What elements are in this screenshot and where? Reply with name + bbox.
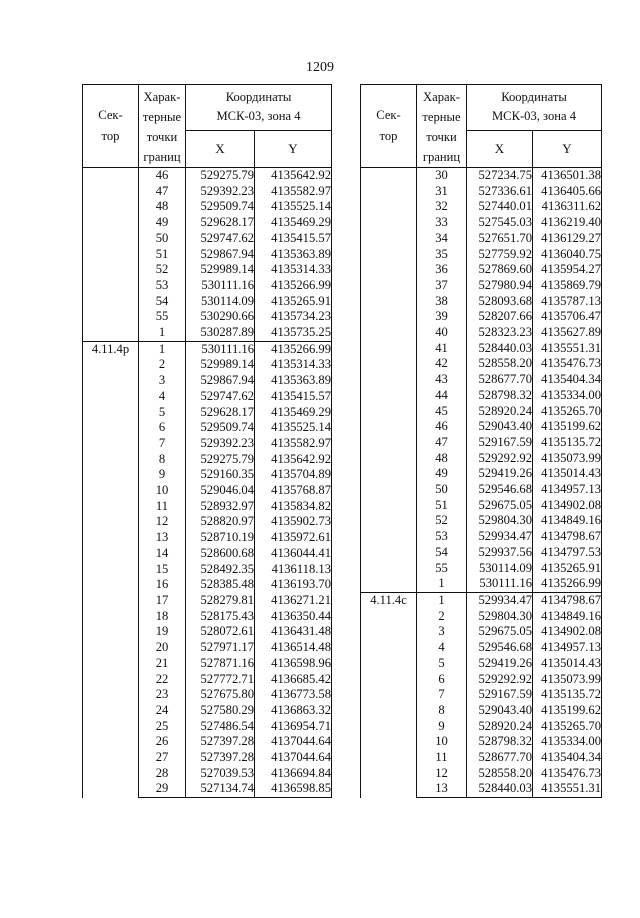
y-coordinate-cell: 4135525.14 (255, 199, 332, 215)
point-number-cell: 52 (417, 513, 467, 529)
y-coordinate-cell: 4136129.27 (533, 231, 602, 247)
y-coordinate-cell: 4135334.00 (533, 734, 602, 750)
table-row (361, 168, 602, 184)
x-coordinate-cell: 527397.28 (186, 734, 255, 750)
x-coordinate-cell: 527971.17 (186, 640, 255, 656)
y-coordinate-cell: 4135014.43 (533, 466, 602, 482)
header-sector: Сек- тор (361, 85, 417, 168)
x-coordinate-cell: 529275.79 (186, 168, 255, 184)
x-coordinate-cell: 529867.94 (186, 247, 255, 263)
point-number-cell: 22 (139, 672, 186, 688)
y-coordinate-cell: 4136773.58 (255, 687, 332, 703)
y-coordinate-cell: 4135834.82 (255, 499, 332, 515)
y-coordinate-cell: 4136598.85 (255, 781, 332, 797)
table-row (361, 592, 602, 608)
y-coordinate-cell: 4136501.38 (533, 168, 602, 184)
header-sector: Сек- тор (83, 85, 139, 168)
y-coordinate-cell: 4136193.70 (255, 577, 332, 593)
x-coordinate-cell: 527980.94 (467, 278, 533, 294)
y-coordinate-cell: 4135768.87 (255, 483, 332, 499)
y-coordinate-cell: 4135787.13 (533, 294, 602, 310)
x-coordinate-cell: 528920.24 (467, 404, 533, 420)
x-coordinate-cell: 528932.97 (186, 499, 255, 515)
point-number-cell: 28 (139, 766, 186, 782)
sector-cell (361, 168, 417, 593)
y-coordinate-cell: 4135404.34 (533, 750, 602, 766)
page-number: 1209 (306, 60, 334, 75)
y-coordinate-cell: 4135642.92 (255, 168, 332, 184)
x-coordinate-cell: 527545.03 (467, 215, 533, 231)
y-coordinate-cell: 4135525.14 (255, 420, 332, 436)
point-number-cell: 40 (417, 325, 467, 341)
x-coordinate-cell: 527134.74 (186, 781, 255, 797)
point-number-cell: 33 (417, 215, 467, 231)
x-coordinate-cell: 529509.74 (186, 199, 255, 215)
y-coordinate-cell: 4135706.47 (533, 309, 602, 325)
point-number-cell: 39 (417, 309, 467, 325)
point-number-cell: 31 (417, 184, 467, 200)
y-coordinate-cell: 4135404.34 (533, 372, 602, 388)
x-coordinate-cell: 529804.30 (467, 609, 533, 625)
x-coordinate-cell: 528558.20 (467, 356, 533, 372)
y-coordinate-cell: 4137044.64 (255, 734, 332, 750)
y-coordinate-cell: 4136311.62 (533, 199, 602, 215)
y-coordinate-cell: 4135073.99 (533, 672, 602, 688)
x-coordinate-cell: 529275.79 (186, 452, 255, 468)
x-coordinate-cell: 528558.20 (467, 766, 533, 782)
point-number-cell: 54 (139, 294, 186, 310)
point-number-cell: 23 (139, 687, 186, 703)
x-coordinate-cell: 530111.16 (186, 278, 255, 294)
point-number-cell: 35 (417, 247, 467, 263)
point-number-cell: 8 (139, 452, 186, 468)
x-coordinate-cell: 529292.92 (467, 672, 533, 688)
point-number-cell: 24 (139, 703, 186, 719)
point-number-cell: 27 (139, 750, 186, 766)
y-coordinate-cell: 4135582.97 (255, 436, 332, 452)
y-coordinate-cell: 4136431.48 (255, 624, 332, 640)
point-number-cell: 10 (417, 734, 467, 750)
x-coordinate-cell: 527486.54 (186, 719, 255, 735)
point-number-cell: 5 (139, 405, 186, 421)
header-coordinates: Координаты МСК-03, зона 4 (467, 85, 602, 131)
y-coordinate-cell: 4135363.89 (255, 247, 332, 263)
sector-cell (83, 168, 139, 342)
point-number-cell: 9 (139, 467, 186, 483)
point-number-cell: 13 (139, 530, 186, 546)
y-coordinate-cell: 4134797.53 (533, 545, 602, 561)
point-number-cell: 50 (417, 482, 467, 498)
point-number-cell: 47 (417, 435, 467, 451)
y-coordinate-cell: 4136694.84 (255, 766, 332, 782)
x-coordinate-cell: 528920.24 (467, 719, 533, 735)
x-coordinate-cell: 530111.16 (467, 576, 533, 592)
x-coordinate-cell: 529628.17 (186, 405, 255, 421)
y-coordinate-cell: 4135266.99 (255, 341, 332, 357)
header-x: X (467, 130, 533, 167)
x-coordinate-cell: 528072.61 (186, 624, 255, 640)
point-number-cell: 4 (417, 640, 467, 656)
x-coordinate-cell: 528385.48 (186, 577, 255, 593)
y-coordinate-cell: 4136954.71 (255, 719, 332, 735)
y-coordinate-cell: 4134798.67 (533, 529, 602, 545)
point-number-cell: 48 (139, 199, 186, 215)
x-coordinate-cell: 529747.62 (186, 389, 255, 405)
point-number-cell: 55 (417, 561, 467, 577)
y-coordinate-cell: 4135551.31 (533, 781, 602, 797)
table-row (83, 341, 332, 357)
x-coordinate-cell: 527440.01 (467, 199, 533, 215)
y-coordinate-cell: 4135972.61 (255, 530, 332, 546)
y-coordinate-cell: 4136514.48 (255, 640, 332, 656)
y-coordinate-cell: 4135314.33 (255, 262, 332, 278)
point-number-cell: 29 (139, 781, 186, 797)
y-coordinate-cell: 4136118.13 (255, 562, 332, 578)
y-coordinate-cell: 4136350.44 (255, 609, 332, 625)
y-coordinate-cell: 4134902.08 (533, 498, 602, 514)
x-coordinate-cell: 530111.16 (186, 341, 255, 357)
x-coordinate-cell: 528600.68 (186, 546, 255, 562)
x-coordinate-cell: 529392.23 (186, 184, 255, 200)
x-coordinate-cell: 528798.32 (467, 388, 533, 404)
x-coordinate-cell: 527759.92 (467, 247, 533, 263)
y-coordinate-cell: 4135415.57 (255, 389, 332, 405)
point-number-cell: 41 (417, 341, 467, 357)
point-number-cell: 10 (139, 483, 186, 499)
x-coordinate-cell: 529292.92 (467, 451, 533, 467)
y-coordinate-cell: 4134902.08 (533, 624, 602, 640)
point-number-cell: 14 (139, 546, 186, 562)
y-coordinate-cell: 4135704.89 (255, 467, 332, 483)
point-number-cell: 53 (417, 529, 467, 545)
point-number-cell: 48 (417, 451, 467, 467)
x-coordinate-cell: 529419.26 (467, 466, 533, 482)
y-coordinate-cell: 4135266.99 (255, 278, 332, 294)
point-number-cell: 1 (139, 325, 186, 341)
point-number-cell: 49 (139, 215, 186, 231)
x-coordinate-cell: 530114.09 (186, 294, 255, 310)
y-coordinate-cell: 4135265.70 (533, 404, 602, 420)
header-characteristic-points: Харак- терные точки границ (139, 85, 186, 168)
point-number-cell: 9 (417, 719, 467, 735)
y-coordinate-cell: 4135642.92 (255, 452, 332, 468)
x-coordinate-cell: 528323.23 (467, 325, 533, 341)
x-coordinate-cell: 528175.43 (186, 609, 255, 625)
x-coordinate-cell: 527675.80 (186, 687, 255, 703)
point-number-cell: 44 (417, 388, 467, 404)
x-coordinate-cell: 527869.60 (467, 262, 533, 278)
point-number-cell: 26 (139, 734, 186, 750)
x-coordinate-cell: 529934.47 (467, 592, 533, 608)
point-number-cell: 55 (139, 309, 186, 325)
y-coordinate-cell: 4135469.29 (255, 215, 332, 231)
y-coordinate-cell: 4135869.79 (533, 278, 602, 294)
y-coordinate-cell: 4136405.66 (533, 184, 602, 200)
point-number-cell: 5 (417, 656, 467, 672)
y-coordinate-cell: 4135551.31 (533, 341, 602, 357)
x-coordinate-cell: 528207.66 (467, 309, 533, 325)
y-coordinate-cell: 4136598.96 (255, 656, 332, 672)
x-coordinate-cell: 528492.35 (186, 562, 255, 578)
y-coordinate-cell: 4135334.00 (533, 388, 602, 404)
y-coordinate-cell: 4135266.99 (533, 576, 602, 592)
x-coordinate-cell: 529675.05 (467, 498, 533, 514)
point-number-cell: 13 (417, 781, 467, 797)
sector-cell: 4.11.4р (83, 341, 139, 797)
point-number-cell: 4 (139, 389, 186, 405)
x-coordinate-cell: 530290.66 (186, 309, 255, 325)
x-coordinate-cell: 529419.26 (467, 656, 533, 672)
point-number-cell: 52 (139, 262, 186, 278)
point-number-cell: 6 (417, 672, 467, 688)
x-coordinate-cell: 528820.97 (186, 514, 255, 530)
x-coordinate-cell: 527772.71 (186, 672, 255, 688)
y-coordinate-cell: 4135735.25 (255, 325, 332, 341)
x-coordinate-cell: 529043.40 (467, 703, 533, 719)
point-number-cell: 54 (417, 545, 467, 561)
x-coordinate-cell: 529167.59 (467, 435, 533, 451)
x-coordinate-cell: 528440.03 (467, 781, 533, 797)
x-coordinate-cell: 529167.59 (467, 687, 533, 703)
y-coordinate-cell: 4135314.33 (255, 357, 332, 373)
point-number-cell: 1 (139, 341, 186, 357)
y-coordinate-cell: 4134957.13 (533, 640, 602, 656)
y-coordinate-cell: 4135199.62 (533, 703, 602, 719)
y-coordinate-cell: 4134798.67 (533, 592, 602, 608)
y-coordinate-cell: 4135073.99 (533, 451, 602, 467)
header-y: Y (255, 130, 332, 167)
y-coordinate-cell: 4134849.16 (533, 609, 602, 625)
x-coordinate-cell: 527871.16 (186, 656, 255, 672)
x-coordinate-cell: 529046.04 (186, 483, 255, 499)
x-coordinate-cell: 527039.53 (186, 766, 255, 782)
x-coordinate-cell: 529392.23 (186, 436, 255, 452)
header-coordinates: Координаты МСК-03, зона 4 (186, 85, 332, 131)
x-coordinate-cell: 529675.05 (467, 624, 533, 640)
y-coordinate-cell: 4134849.16 (533, 513, 602, 529)
point-number-cell: 6 (139, 420, 186, 436)
point-number-cell: 7 (417, 687, 467, 703)
x-coordinate-cell: 530287.89 (186, 325, 255, 341)
header-characteristic-points: Харак- терные точки границ (417, 85, 467, 168)
point-number-cell: 20 (139, 640, 186, 656)
x-coordinate-cell: 528798.32 (467, 734, 533, 750)
y-coordinate-cell: 4135627.89 (533, 325, 602, 341)
y-coordinate-cell: 4136044.41 (255, 546, 332, 562)
x-coordinate-cell: 529989.14 (186, 262, 255, 278)
point-number-cell: 49 (417, 466, 467, 482)
y-coordinate-cell: 4135135.72 (533, 687, 602, 703)
point-number-cell: 25 (139, 719, 186, 735)
x-coordinate-cell: 529867.94 (186, 373, 255, 389)
point-number-cell: 32 (417, 199, 467, 215)
point-number-cell: 37 (417, 278, 467, 294)
y-coordinate-cell: 4135135.72 (533, 435, 602, 451)
point-number-cell: 45 (417, 404, 467, 420)
y-coordinate-cell: 4135582.97 (255, 184, 332, 200)
y-coordinate-cell: 4136271.21 (255, 593, 332, 609)
point-number-cell: 51 (139, 247, 186, 263)
y-coordinate-cell: 4136863.32 (255, 703, 332, 719)
x-coordinate-cell: 529804.30 (467, 513, 533, 529)
y-coordinate-cell: 4135476.73 (533, 766, 602, 782)
x-coordinate-cell: 528279.81 (186, 593, 255, 609)
point-number-cell: 42 (417, 356, 467, 372)
x-coordinate-cell: 528710.19 (186, 530, 255, 546)
y-coordinate-cell: 4136219.40 (533, 215, 602, 231)
point-number-cell: 46 (139, 168, 186, 184)
y-coordinate-cell: 4135469.29 (255, 405, 332, 421)
y-coordinate-cell: 4135265.91 (255, 294, 332, 310)
header-x: X (186, 130, 255, 167)
x-coordinate-cell: 527336.61 (467, 184, 533, 200)
x-coordinate-cell: 527651.70 (467, 231, 533, 247)
point-number-cell: 1 (417, 576, 467, 592)
point-number-cell: 12 (417, 766, 467, 782)
point-number-cell: 3 (417, 624, 467, 640)
point-number-cell: 3 (139, 373, 186, 389)
y-coordinate-cell: 4137044.64 (255, 750, 332, 766)
point-number-cell: 19 (139, 624, 186, 640)
point-number-cell: 50 (139, 231, 186, 247)
y-coordinate-cell: 4135954.27 (533, 262, 602, 278)
x-coordinate-cell: 529546.68 (467, 640, 533, 656)
point-number-cell: 34 (417, 231, 467, 247)
point-number-cell: 12 (139, 514, 186, 530)
point-number-cell: 21 (139, 656, 186, 672)
point-number-cell: 11 (417, 750, 467, 766)
point-number-cell: 1 (417, 592, 467, 608)
x-coordinate-cell: 529934.47 (467, 529, 533, 545)
point-number-cell: 36 (417, 262, 467, 278)
x-coordinate-cell: 529989.14 (186, 357, 255, 373)
point-number-cell: 51 (417, 498, 467, 514)
y-coordinate-cell: 4135476.73 (533, 356, 602, 372)
point-number-cell: 11 (139, 499, 186, 515)
point-number-cell: 2 (417, 609, 467, 625)
x-coordinate-cell: 529043.40 (467, 419, 533, 435)
x-coordinate-cell: 529747.62 (186, 231, 255, 247)
y-coordinate-cell: 4135415.57 (255, 231, 332, 247)
y-coordinate-cell: 4134957.13 (533, 482, 602, 498)
y-coordinate-cell: 4136040.75 (533, 247, 602, 263)
y-coordinate-cell: 4135199.62 (533, 419, 602, 435)
point-number-cell: 7 (139, 436, 186, 452)
point-number-cell: 16 (139, 577, 186, 593)
point-number-cell: 30 (417, 168, 467, 184)
point-number-cell: 43 (417, 372, 467, 388)
x-coordinate-cell: 527397.28 (186, 750, 255, 766)
y-coordinate-cell: 4135265.91 (533, 561, 602, 577)
point-number-cell: 53 (139, 278, 186, 294)
point-number-cell: 47 (139, 184, 186, 200)
point-number-cell: 17 (139, 593, 186, 609)
table-row (83, 168, 332, 184)
point-number-cell: 38 (417, 294, 467, 310)
y-coordinate-cell: 4135363.89 (255, 373, 332, 389)
x-coordinate-cell: 529937.56 (467, 545, 533, 561)
point-number-cell: 15 (139, 562, 186, 578)
y-coordinate-cell: 4135902.73 (255, 514, 332, 530)
x-coordinate-cell: 530114.09 (467, 561, 533, 577)
x-coordinate-cell: 528093.68 (467, 294, 533, 310)
x-coordinate-cell: 529160.35 (186, 467, 255, 483)
y-coordinate-cell: 4135265.70 (533, 719, 602, 735)
y-coordinate-cell: 4136685.42 (255, 672, 332, 688)
x-coordinate-cell: 528440.03 (467, 341, 533, 357)
header-y: Y (533, 130, 602, 167)
x-coordinate-cell: 528677.70 (467, 372, 533, 388)
y-coordinate-cell: 4135014.43 (533, 656, 602, 672)
x-coordinate-cell: 529628.17 (186, 215, 255, 231)
coordinates-table-left (82, 84, 332, 798)
x-coordinate-cell: 527234.75 (467, 168, 533, 184)
x-coordinate-cell: 528677.70 (467, 750, 533, 766)
point-number-cell: 2 (139, 357, 186, 373)
x-coordinate-cell: 529509.74 (186, 420, 255, 436)
x-coordinate-cell: 529546.68 (467, 482, 533, 498)
point-number-cell: 46 (417, 419, 467, 435)
point-number-cell: 8 (417, 703, 467, 719)
x-coordinate-cell: 527580.29 (186, 703, 255, 719)
sector-cell: 4.11.4с (361, 592, 417, 797)
y-coordinate-cell: 4135734.23 (255, 309, 332, 325)
point-number-cell: 18 (139, 609, 186, 625)
coordinates-table-right (360, 84, 602, 798)
